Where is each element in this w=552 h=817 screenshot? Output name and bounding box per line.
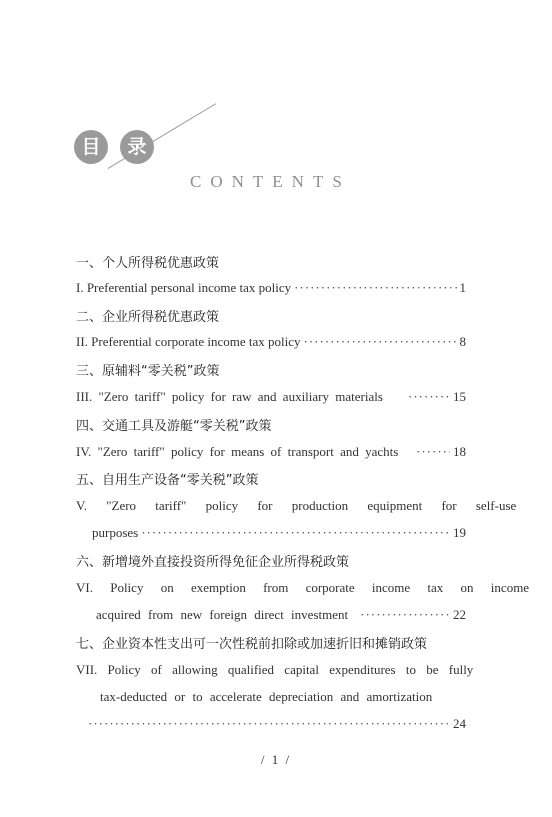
toc-heading-4: 四、交通工具及游艇“零关税”政策	[76, 419, 272, 434]
toc-entry-3[interactable]	[76, 389, 466, 405]
toc-entry-7-line2[interactable]	[76, 689, 466, 705]
lu-char: 录	[127, 136, 147, 158]
toc-entry-4-title	[76, 444, 413, 460]
toc-entry-6-title-line2: acquired from new foreign direct investment	[96, 607, 349, 622]
toc-entry-3-page: 15	[453, 389, 466, 404]
toc-entry-3-text: III. "Zero tariff" policy for raw and auxiliary materials	[76, 389, 383, 404]
toc-leader	[141, 525, 450, 541]
toc-heading-1: 一、个人所得税优惠政策	[76, 256, 220, 271]
toc-entry-2-title: II. Preferential corporate income tax policy	[76, 334, 301, 349]
toc-entry-3-title	[76, 389, 405, 405]
toc-entry-5-line1[interactable]	[76, 498, 517, 514]
toc-entry-7-line1[interactable]	[76, 662, 474, 678]
toc-entry-6-line2[interactable]	[76, 607, 466, 623]
toc-entry-7-line3[interactable]	[76, 716, 466, 732]
toc-entry-5-title-line1: V. "Zero tariff" policy for production equipment for self-use	[76, 498, 517, 513]
toc-heading-5: 五、自用生产设备“零关税”政策	[76, 473, 259, 488]
toc-leader	[408, 389, 450, 405]
toc-leader	[360, 607, 450, 623]
toc-heading-3: 三、原辅料“零关税”政策	[76, 364, 220, 379]
toc-heading-2: 二、企业所得税优惠政策	[76, 310, 220, 325]
toc-entry-4[interactable]	[76, 444, 466, 460]
toc-entry-5-title-line2: purposes	[92, 525, 139, 540]
mu-char: 目	[81, 136, 101, 158]
toc-heading-7: 七、企业资本性支出可一次性税前扣除或加速折旧和摊销政策	[76, 637, 428, 652]
toc-entry-1-title: I. Preferential personal income tax policy	[76, 280, 292, 295]
toc-leader	[88, 716, 450, 732]
toc-heading-6: 六、新增境外直接投资所得免征企业所得税政策	[76, 555, 350, 570]
toc-leader	[416, 444, 450, 460]
toc-entry-4-page: 18	[453, 444, 466, 459]
contents-title: CONTENTS	[190, 172, 351, 191]
toc-entry-6-line1[interactable]	[76, 580, 530, 596]
toc-leader	[294, 280, 456, 296]
page-number-footer: / 1 /	[260, 752, 292, 767]
toc-entry-1[interactable]	[76, 280, 466, 296]
toc-entry-5-line2[interactable]	[76, 525, 466, 541]
toc-entry-6-title-line1: VI. Policy on exemption from corporate income tax on income	[76, 580, 530, 595]
toc-entry-7-page: 24	[453, 716, 466, 731]
toc-entry-4-text: IV. "Zero tariff" policy for means of transport and yachts	[76, 444, 399, 459]
toc-entry-5-page: 19	[453, 525, 466, 540]
toc-leader	[304, 334, 457, 350]
toc-entry-2-page: 8	[459, 334, 466, 349]
toc-entry-7-title-line1: VII. Policy of allowing qualified capital expenditures to be fully	[76, 662, 474, 677]
toc-entry-2[interactable]	[76, 334, 466, 350]
toc-entry-1-page: 1	[459, 280, 466, 295]
toc-entry-6-page: 22	[453, 607, 466, 622]
toc-entry-7-title-line2: tax-deducted or to accelerate depreciation and amortization	[100, 689, 433, 704]
